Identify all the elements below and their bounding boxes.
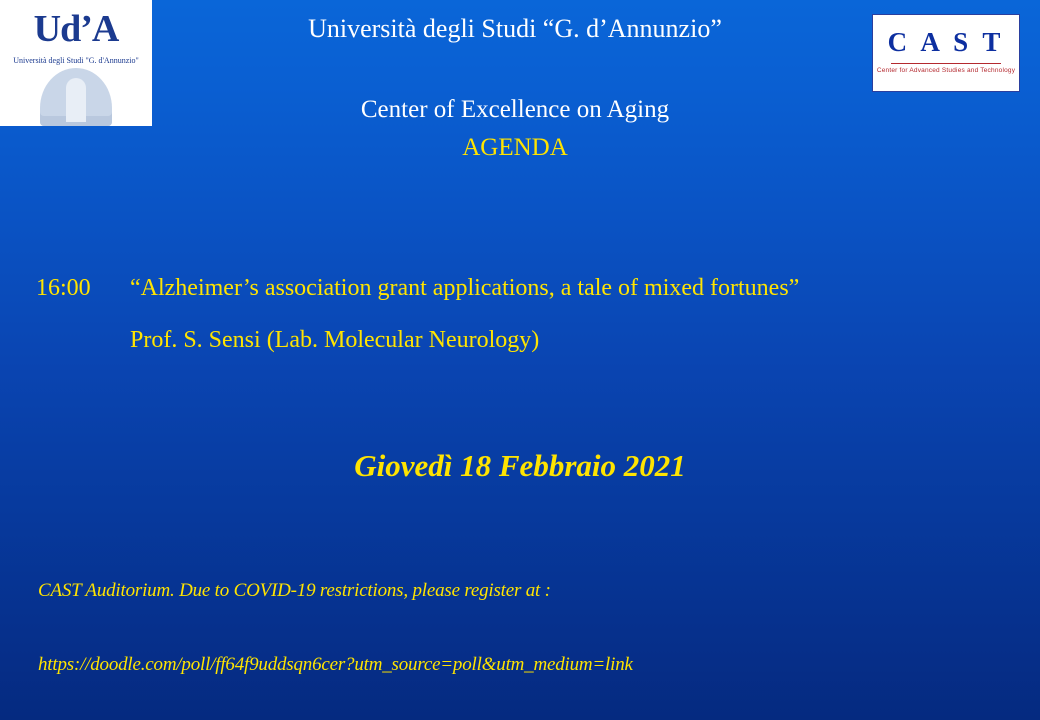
uda-logo-emblem	[40, 68, 112, 126]
agenda-entry-row	[36, 272, 1000, 304]
agenda-entry-title: “Alzheimer’s association grant applications, a tale of mixed fortunes”	[130, 275, 800, 301]
university-title: Università degli Studi “G. d’Annunzio”	[308, 14, 722, 43]
cast-logo	[872, 14, 1020, 92]
uda-logo-subtitle: Università degli Studi "G. d'Annunzio"	[13, 56, 139, 65]
cast-logo-tagline: Center for Advanced Studies and Technology	[876, 67, 1016, 74]
registration-link[interactable]: https://doodle.com/poll/ff64f9uddsqn6cer?utm_source=poll&utm_medium=link	[38, 654, 633, 675]
cast-logo-mark: C A S T	[887, 27, 1005, 57]
cast-logo-divider	[891, 63, 1001, 64]
agenda-entry-speaker: Prof. S. Sensi (Lab. Molecular Neurology)	[130, 327, 540, 353]
center-title: Center of Excellence on Aging	[360, 96, 670, 123]
agenda-entry-time: 16:00	[36, 275, 91, 301]
agenda-entry	[36, 272, 1000, 356]
university-logo	[0, 0, 152, 126]
event-date: Giovedì 18 Febbraio 2021	[354, 448, 686, 483]
agenda-title: AGENDA	[462, 134, 568, 161]
registration-note: CAST Auditorium. Due to COVID-19 restrictions, please register at :	[38, 580, 551, 601]
slide-header	[170, 12, 860, 164]
slide-footer	[38, 578, 1010, 678]
uda-logo-mark: Ud’A	[33, 8, 119, 50]
